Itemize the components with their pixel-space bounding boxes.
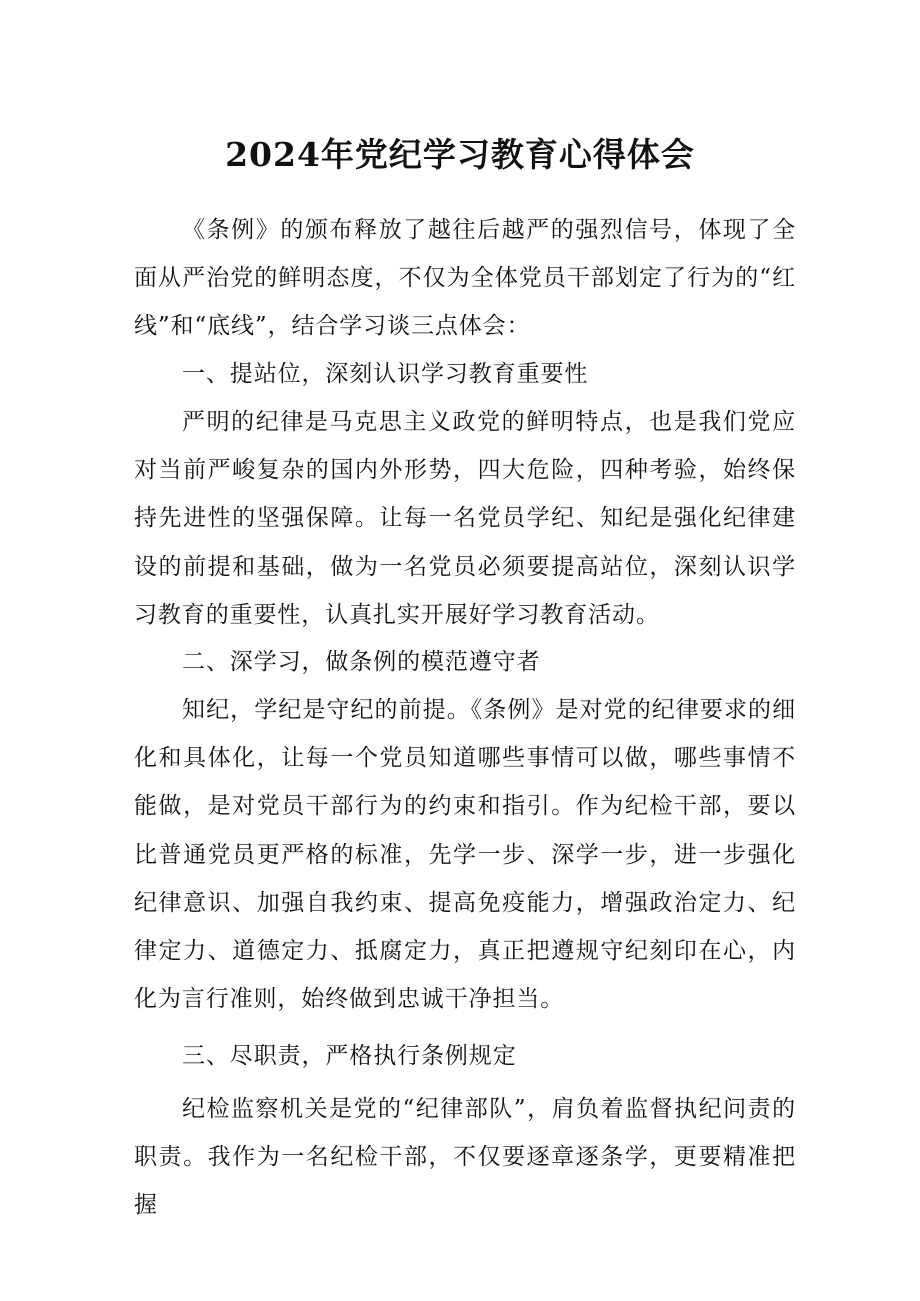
section-2-paragraph: 知纪，学纪是守纪的前提。《条例》是对党的纪律要求的细化和具体化，让每一个党员知道哪些事情可以做，哪些事情不能做，是对党员干部行为的约束和指引。作为纪检干部，要以比普通党员更严格的标准，先学一步、深学一步，进一步强化纪律意识、加强自我约束、提高免疫能力，增强政治定力、纪律定力、道德定力、抵腐定力，真正把遵规守纪刻印在心，内化为言行准则，始终做到忠诚干净担当。 [134,697,796,1013]
section-1-heading: 一、提站位，深刻认识学习教育重要性 [182,361,589,387]
section-2-heading: 二、深学习，做条例的模范遵守者 [182,649,541,675]
section-1-paragraph: 严明的纪律是马克思主义政党的鲜明特点，也是我们党应对当前严峻复杂的国内外形势，四大危险，四种考验，始终保持先进性的坚强保障。让每一名党员学纪、知纪是强化纪律建设的前提和基础，做为一名党员必须要提高站位，深刻认识学习教育的重要性，认真扎实开展好学习教育活动。 [134,409,796,628]
section-3-paragraph: 纪检监察机关是党的“纪律部队”，肩负着监督执纪问责的职责。我作为一名纪检干部，不仅要逐章逐条学，更要精准把握 [134,1096,796,1219]
section-3-heading: 三、尽职责，严格执行条例规定 [182,1043,517,1069]
document-title: 2024年党纪学习教育心得体会 [225,135,695,175]
intro-paragraph: 《条例》的颁布释放了越往后越严的强烈信号，体现了全面从严治党的鲜明态度，不仅为全体党员干部划定了行为的“红线”和“底线”，结合学习谈三点体会： [134,217,796,340]
